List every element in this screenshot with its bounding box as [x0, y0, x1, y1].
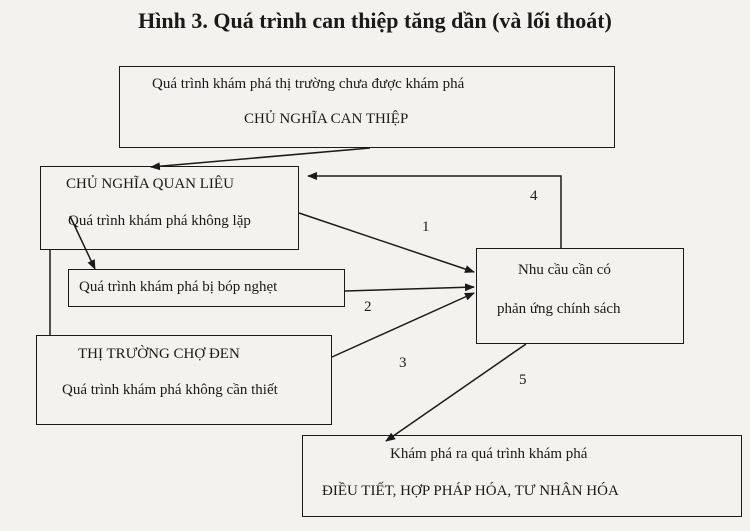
- bureaucracy-label: CHỦ NGHĨA QUAN LIÊU: [66, 176, 234, 192]
- interventionism-subtitle: Quá trình khám phá thị trường chưa được khám phá: [152, 76, 465, 92]
- arrow-label-2: 2: [364, 299, 372, 315]
- arrow-label-3: 3: [399, 355, 407, 371]
- bureaucracy-subtitle: Quá trình khám phá không lặp: [68, 213, 251, 229]
- arrow-label-4: 4: [530, 188, 538, 204]
- arrow-1: [299, 213, 474, 272]
- stifled-label: Quá trình khám phá bị bóp nghẹt: [79, 279, 278, 295]
- arrow-4: [308, 176, 561, 248]
- figure-title: Hình 3. Quá trình can thiệp tăng dần (và lối thoát): [138, 8, 612, 33]
- exit-subtitle: Khám phá ra quá trình khám phá: [390, 446, 588, 462]
- policy-need-line2: phản ứng chính sách: [497, 301, 621, 317]
- arrow-bureaucracy-to-stifled: [70, 216, 95, 269]
- arrow-5: [386, 344, 526, 441]
- arrow-label-1: 1: [422, 219, 430, 235]
- black-market-label: THỊ TRƯỜNG CHỢ ĐEN: [78, 346, 240, 362]
- exit-label: ĐIỀU TIẾT, HỢP PHÁP HÓA, TƯ NHÂN HÓA: [322, 483, 619, 499]
- policy-need-line1: Nhu cầu cần có: [518, 262, 611, 278]
- interventionism-label: CHỦ NGHĨA CAN THIỆP: [244, 111, 409, 127]
- arrow-top-to-bureaucracy: [151, 148, 370, 167]
- arrow-2: [345, 287, 474, 291]
- arrow-3: [332, 293, 474, 357]
- arrow-label-5: 5: [519, 372, 527, 388]
- black-market-subtitle: Quá trình khám phá không cần thiết: [62, 382, 278, 398]
